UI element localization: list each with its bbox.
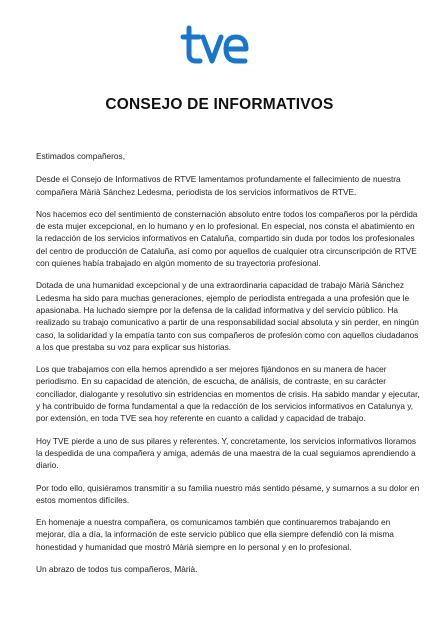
tve-logo <box>180 24 250 68</box>
salutation: Estimados compañeros, <box>36 151 126 161</box>
paragraph-1: Desde el Consejo de Informativos de RTVE lamentamos profundamente el fallecimiento de nuestra compañera Màrià Sánchez Ledesma, periodista de los servicios informativos de RTVE. <box>36 174 401 197</box>
paragraph-6: Por todo ello, quisiéramos transmitir a su familia nuestro más sentido pésame, y sumarnos a su dolor en estos momentos difíciles. <box>36 482 420 505</box>
paragraph-3: Dotada de una humanidad excepcional y de una extraordinaria capacidad de trabajo Màrià Sánchez Ledesma ha sido para muchas generaciones, ejemplo de periodista entregada a una profesión que le apasionaba. Ha luchado siempre por la defensa de la calidad informativa y del servicio público. Ha realizado su trabajo comunicativo a partir de una responsabilidad social absoluta y sin perder, en ningún caso, la solidaridad y la empatía tanto con sus compañeros de profesión como con aquellos ciudadanos a los que prestaba su voz para explicar sus historias. <box>36 280 419 352</box>
letter-body <box>36 150 420 585</box>
paragraph-4: Los que trabajamos con ella hemos aprendido a ser mejores fijándonos en su manera de hacer periodismo. En su capacidad de atención, de escucha, de análisis, de contraste, en su carácter conciliador, dialogante y resolutivo sin estridencias en momentos de crisis. Ha sabido mandar y ejecutar, y ha contribuido de forma fundamental a que la redacción de los servicios informativos en Catalunya y, por extensión, en toda TVE sea hoy referente en cuanto a calidad y capacidad de trabajo. <box>36 364 420 424</box>
paragraph-5: Hoy TVE pierde a uno de sus pilares y referentes. Y, concretamente, los servicios informativos lloramos la despedida de una compañera y amiga, además de una maestra de la cual seguiamos aprendiendo a diario. <box>36 435 416 471</box>
closing-line: Un abrazo de todos tus compañeros, Màrià. <box>36 564 198 575</box>
document-title: CONSEJO DE INFORMATIVOS <box>105 96 334 113</box>
paragraph-2: Nos hacemos eco del sentimiento de consternación absoluto entre todos los compañeros por la pérdida de esta mujer excepcional, en lo humano y en lo profesional. En especial, nos consta el abatimiento en la redacción de los servicios informativos en Cataluña, compartido sin duda por todos los profesionales del centro de producción de Cataluña, así como por aquellos de cualquier otra circunscripción de RTVE con quienes había trabajado en algún momento de su trayectoria profesional. <box>36 208 418 269</box>
paragraph-7: En homenaje a nuestra compañera, os comunicamos también que continuaremos trabajando en mejorar, día a día, la información de este servicio público que ella siempre defendió con la misma honestidad y humanidad que mostró Màrià siempre en lo personal y en lo profesional. <box>36 517 394 552</box>
